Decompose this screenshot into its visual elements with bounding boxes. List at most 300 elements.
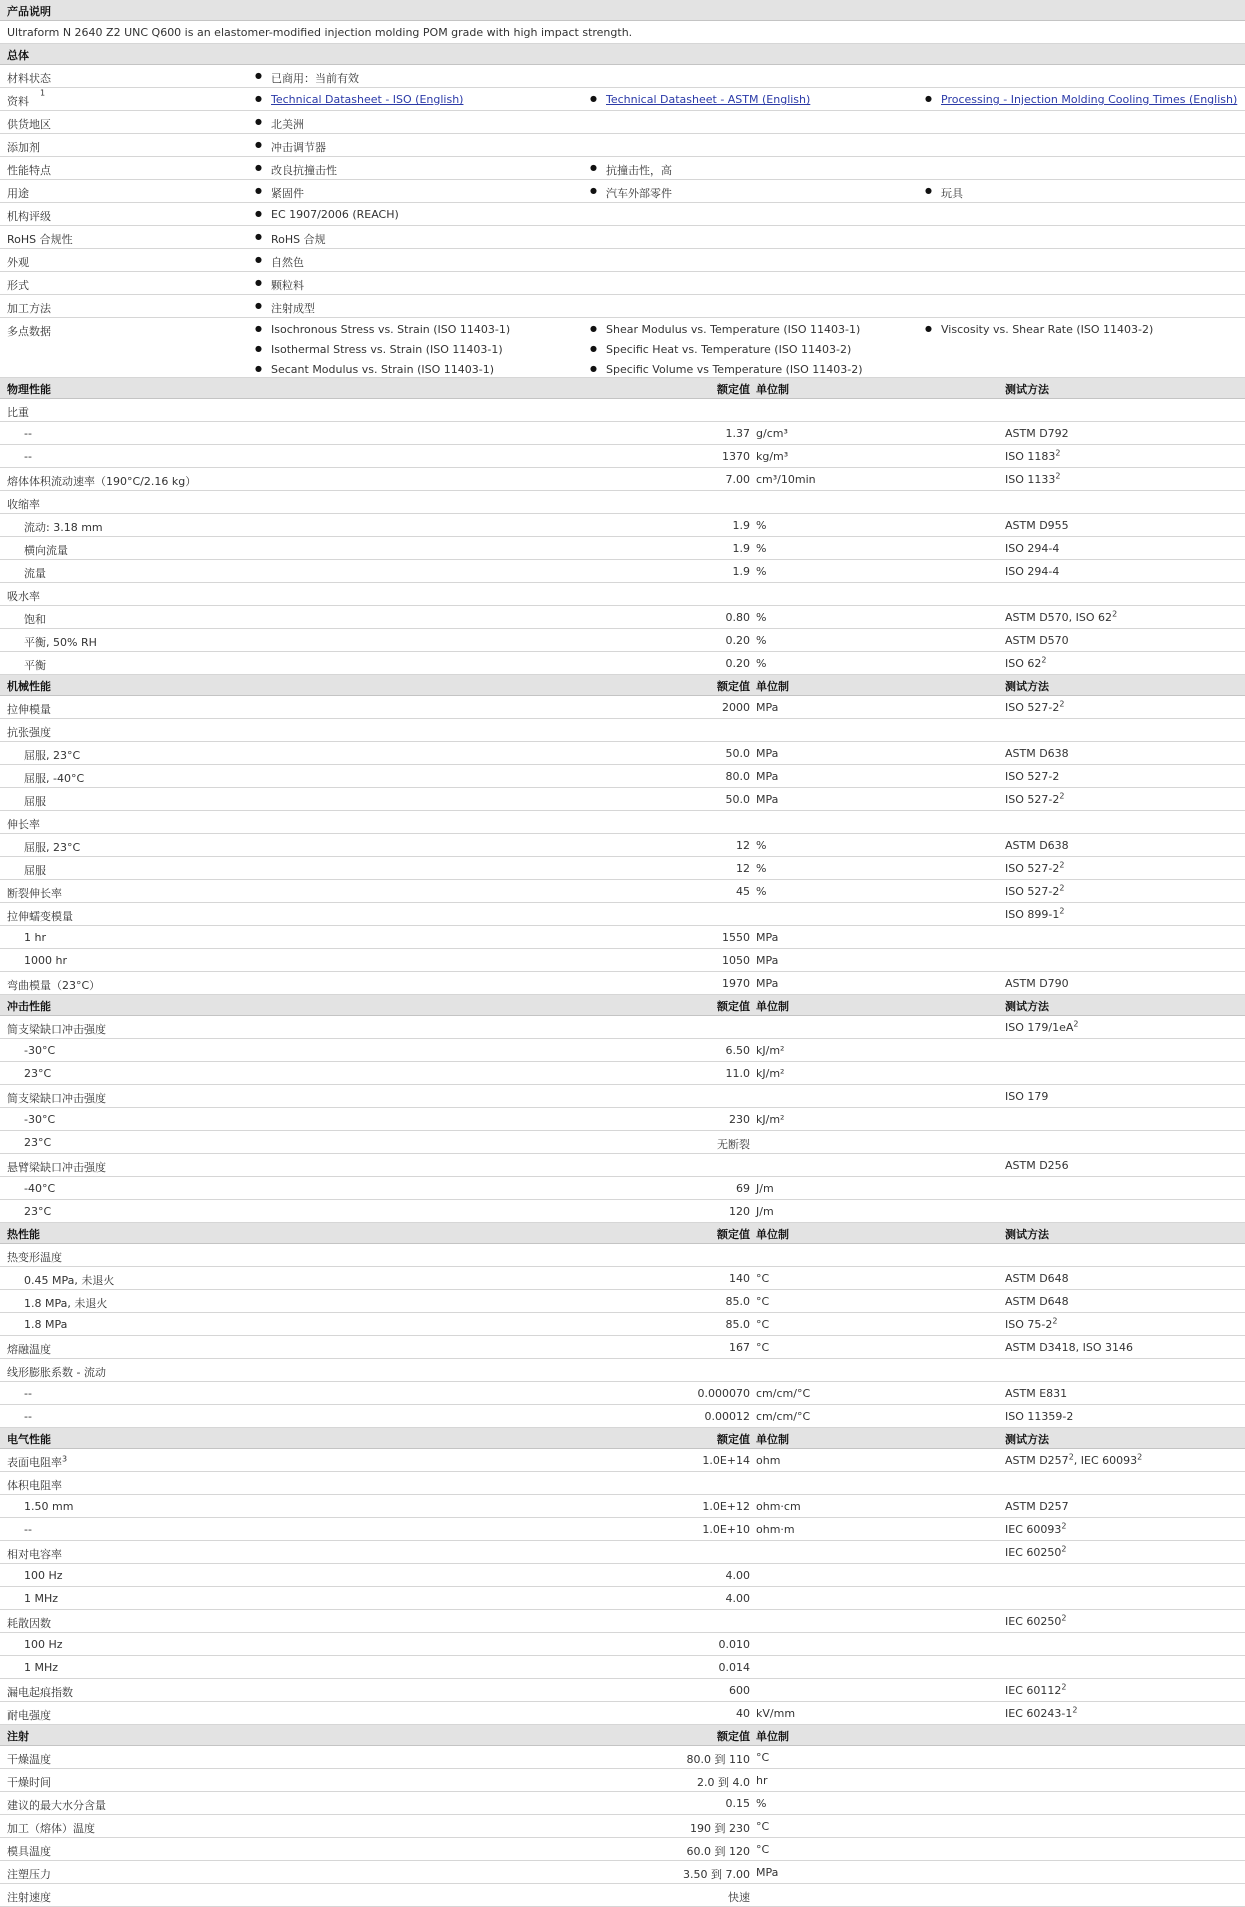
property-label: 屈服 bbox=[24, 864, 46, 877]
nominal-value: 1970 bbox=[722, 977, 750, 990]
nominal-value: 120 bbox=[729, 1205, 750, 1218]
nominal-value: 快速 bbox=[728, 1891, 750, 1904]
property-label: -30°C bbox=[24, 1113, 56, 1126]
nominal-value: 1.9 bbox=[732, 519, 750, 532]
nominal-value: 85.0 bbox=[725, 1318, 750, 1331]
bullet-icon: ● bbox=[255, 232, 262, 241]
property-label: 流动: 3.18 mm bbox=[24, 521, 103, 534]
section-physical bbox=[0, 378, 1245, 399]
property-condition: （23°C） bbox=[51, 979, 101, 992]
test-method: ISO 1133$^2$ bbox=[1005, 471, 1061, 486]
table-row bbox=[0, 765, 1245, 788]
table-row bbox=[0, 1405, 1245, 1428]
property-label: 1000 hr bbox=[24, 954, 67, 967]
table-row bbox=[0, 1656, 1245, 1679]
multipoint-row bbox=[0, 318, 1245, 378]
section-title: 机械性能 bbox=[7, 680, 51, 693]
column-header-unit: 单位制 bbox=[756, 1000, 789, 1013]
property-label: 1 MHz bbox=[24, 1661, 59, 1674]
table-row bbox=[0, 1154, 1245, 1177]
table-row bbox=[0, 1449, 1245, 1472]
test-method: IEC 60112$^2$ bbox=[1005, 1682, 1067, 1697]
column-header-unit: 单位制 bbox=[756, 383, 789, 396]
property-label: -- bbox=[24, 1387, 32, 1400]
nominal-value: 1.37 bbox=[725, 427, 750, 440]
property-label: -40°C bbox=[24, 1182, 56, 1195]
nominal-value: 6.50 bbox=[725, 1044, 750, 1057]
property-label: 表面电阻率$^3$ bbox=[7, 1454, 68, 1469]
property-label: 23°C bbox=[24, 1136, 52, 1149]
uses-row bbox=[0, 180, 1245, 203]
table-row bbox=[0, 1382, 1245, 1405]
property-label: 伸长率 bbox=[7, 818, 40, 831]
section-product bbox=[0, 0, 1245, 21]
table-row bbox=[0, 1177, 1245, 1200]
footnote-marker: 2 bbox=[1059, 906, 1065, 916]
property-condition: （190°C/2.16 kg） bbox=[95, 475, 197, 488]
nominal-value: 11.0 bbox=[725, 1067, 750, 1080]
unit: °C bbox=[756, 1820, 770, 1833]
footnote-marker: 2 bbox=[1059, 860, 1065, 870]
table-row bbox=[0, 1313, 1245, 1336]
table-row bbox=[0, 949, 1245, 972]
feature-item: 抗撞击性，高 bbox=[606, 164, 672, 177]
use-item: 紧固件 bbox=[271, 187, 304, 200]
property-label: 体积电阻率 bbox=[7, 1479, 62, 1492]
property-label: 悬臂梁缺口冲击强度 bbox=[7, 1161, 106, 1174]
unit: % bbox=[756, 885, 767, 898]
property-label: 屈服, -40°C bbox=[24, 772, 85, 785]
property-label: 横向流量 bbox=[24, 544, 68, 557]
bullet-icon: ● bbox=[590, 94, 597, 103]
property-label: 建议的最大水分含量 bbox=[7, 1799, 106, 1812]
nominal-value: 无断裂 bbox=[717, 1138, 750, 1151]
property-label: 拉伸模量 bbox=[7, 703, 51, 716]
test-method: ASTM D3418, ISO 3146 bbox=[1005, 1341, 1134, 1354]
multipoint-item: Secant Modulus vs. Strain (ISO 11403-1) bbox=[271, 363, 494, 376]
bullet-icon: ● bbox=[255, 301, 262, 310]
availability bbox=[0, 111, 1245, 134]
form-label: 形式 bbox=[7, 279, 29, 292]
table-row bbox=[0, 742, 1245, 765]
test-method: ISO $527-2^2$ bbox=[1005, 791, 1065, 806]
test-method: ISO 1183$^2$ bbox=[1005, 448, 1061, 463]
availability-label: 供货地区 bbox=[7, 118, 51, 131]
unit: cm/cm/°C bbox=[756, 1410, 811, 1423]
nominal-value: 12 bbox=[736, 839, 750, 852]
column-header-method: 测试方法 bbox=[1005, 1433, 1049, 1446]
product-description: Ultraform N 2640 Z2 UNC Q600 is an elastomer-modified injection molding POM grade with high impact strength. bbox=[7, 26, 633, 39]
table-row bbox=[0, 1131, 1245, 1154]
table-row bbox=[0, 652, 1245, 675]
table-row bbox=[0, 1472, 1245, 1495]
uses-label: 用途 bbox=[7, 187, 29, 200]
test-method: ASTM $D257^2$, IEC 60093$^2$ bbox=[1005, 1452, 1143, 1467]
table-row bbox=[0, 834, 1245, 857]
nominal-value: 60.0 到 120 bbox=[686, 1845, 750, 1858]
bullet-icon: ● bbox=[590, 324, 597, 333]
property-label: 耐电强度 bbox=[7, 1709, 51, 1722]
property-label: 弯曲模量（23°C） bbox=[7, 979, 101, 992]
appearance-value: 自然色 bbox=[271, 256, 304, 269]
unit: % bbox=[756, 839, 767, 852]
section-impact bbox=[0, 995, 1245, 1016]
table-row bbox=[0, 1518, 1245, 1541]
bullet-icon: ● bbox=[590, 364, 597, 373]
test-method: ISO 11359-2 bbox=[1005, 1410, 1074, 1423]
unit: °C bbox=[756, 1295, 770, 1308]
test-method: ASTM D648 bbox=[1005, 1295, 1069, 1308]
footnote-marker: 2 bbox=[1072, 1705, 1078, 1715]
column-header-nominal: 额定值 bbox=[717, 1433, 750, 1446]
product-description-row bbox=[0, 21, 1245, 44]
multipoint-item: Isochronous Stress vs. Strain (ISO 11403-1) bbox=[271, 323, 511, 336]
table-row bbox=[0, 1838, 1245, 1861]
section-title: 热性能 bbox=[7, 1228, 40, 1241]
processing-method-value: 注射成型 bbox=[271, 302, 315, 315]
bullet-icon: ● bbox=[255, 278, 262, 287]
nominal-value: 50.0 bbox=[725, 747, 750, 760]
nominal-value: 0.20 bbox=[725, 634, 750, 647]
material-status bbox=[0, 65, 1245, 88]
test-method: ISO 294-4 bbox=[1005, 565, 1060, 578]
unit: hr bbox=[756, 1774, 768, 1787]
footnote-marker: 2 bbox=[1061, 1613, 1067, 1623]
bullet-icon: ● bbox=[590, 163, 597, 172]
table-row bbox=[0, 1815, 1245, 1838]
unit: % bbox=[756, 657, 767, 670]
footnote-marker: 2 bbox=[1055, 471, 1061, 481]
unit: °C bbox=[756, 1318, 770, 1331]
nominal-value: 140 bbox=[729, 1272, 750, 1285]
property-label: 加工（熔体）温度 bbox=[7, 1822, 95, 1835]
footnote-marker: 2 bbox=[1059, 883, 1065, 893]
agency-rating bbox=[0, 203, 1245, 226]
property-label: 模具温度 bbox=[7, 1845, 51, 1858]
test-method: ISO 294-4 bbox=[1005, 542, 1060, 555]
nominal-value: 4.00 bbox=[725, 1592, 750, 1605]
property-label: 1.50 mm bbox=[24, 1500, 74, 1513]
section-title: 产品说明 bbox=[7, 5, 51, 18]
footnote-marker: 2 bbox=[1055, 448, 1061, 458]
column-header-unit: 单位制 bbox=[756, 1433, 789, 1446]
unit: MPa bbox=[756, 701, 779, 714]
test-method: ASTM D256 bbox=[1005, 1159, 1069, 1172]
table-row bbox=[0, 903, 1245, 926]
test-method: ISO $899-1^2$ bbox=[1005, 906, 1065, 921]
nominal-value: 0.00012 bbox=[704, 1410, 750, 1423]
table-row bbox=[0, 1200, 1245, 1223]
bullet-icon: ● bbox=[925, 186, 932, 195]
rohs-compliance bbox=[0, 226, 1245, 249]
bullet-icon: ● bbox=[255, 94, 262, 103]
appearance-label: 外观 bbox=[7, 256, 29, 269]
datasheet-link-2[interactable]: Technical Datasheet - ASTM (English) bbox=[606, 93, 811, 106]
test-method: ASTM D257 bbox=[1005, 1500, 1069, 1513]
table-row bbox=[0, 857, 1245, 880]
unit: ohm bbox=[756, 1454, 781, 1467]
footnote-marker: 2 bbox=[1061, 1544, 1067, 1554]
nominal-value: 0.000070 bbox=[697, 1387, 750, 1400]
property-label: 100 Hz bbox=[24, 1569, 63, 1582]
multipoint-item: Specific Heat vs. Temperature (ISO 11403-2) bbox=[606, 343, 852, 356]
property-label: -- bbox=[24, 1410, 32, 1423]
unit: MPa bbox=[756, 954, 779, 967]
test-method: IEC $60243-1^2$ bbox=[1005, 1705, 1078, 1720]
nominal-value: 85.0 bbox=[725, 1295, 750, 1308]
bullet-icon: ● bbox=[255, 255, 262, 264]
property-label: 23°C bbox=[24, 1205, 52, 1218]
additive-label: 添加剂 bbox=[7, 141, 40, 154]
table-row bbox=[0, 1495, 1245, 1518]
property-label: -- bbox=[24, 427, 32, 440]
test-method: ASTM D792 bbox=[1005, 427, 1069, 440]
table-row bbox=[0, 926, 1245, 949]
section-mechanical bbox=[0, 675, 1245, 696]
form-value: 颗粒料 bbox=[271, 279, 304, 292]
column-header-unit: 单位制 bbox=[756, 1228, 789, 1241]
property-label: 干燥时间 bbox=[7, 1776, 51, 1789]
footnote-marker: 2 bbox=[1041, 655, 1047, 665]
unit: kJ/m² bbox=[756, 1067, 785, 1080]
table-row bbox=[0, 422, 1245, 445]
property-label: 比重 bbox=[7, 406, 29, 419]
section-electrical bbox=[0, 1428, 1245, 1449]
use-item: 玩具 bbox=[941, 187, 963, 200]
bullet-icon: ● bbox=[255, 71, 262, 80]
property-label: 1.8 MPa bbox=[24, 1318, 68, 1331]
nominal-value: 7.00 bbox=[725, 473, 750, 486]
test-method: ASTM D638 bbox=[1005, 839, 1069, 852]
table-row bbox=[0, 1039, 1245, 1062]
column-header-nominal: 额定值 bbox=[717, 383, 750, 396]
unit: J/m bbox=[756, 1205, 774, 1218]
agency-rating-value: EC 1907/2006 (REACH) bbox=[271, 208, 399, 221]
nominal-value: 1.0E+12 bbox=[702, 1500, 750, 1513]
property-label: 注射速度 bbox=[7, 1891, 51, 1904]
features-row bbox=[0, 157, 1245, 180]
property-label: 23°C bbox=[24, 1067, 52, 1080]
datasheet-link-3[interactable]: Processing - Injection Molding Cooling Times (English) bbox=[941, 93, 1238, 106]
unit: g/cm³ bbox=[756, 427, 788, 440]
property-label: 漏电起痕指数 bbox=[7, 1686, 73, 1699]
nominal-value: 1.0E+14 bbox=[702, 1454, 750, 1467]
property-label: 1.8 MPa, 未退火 bbox=[24, 1297, 108, 1310]
test-method: ASTM D638 bbox=[1005, 747, 1069, 760]
unit: cm³/10min bbox=[756, 473, 816, 486]
unit: % bbox=[756, 542, 767, 555]
table-row bbox=[0, 1108, 1245, 1131]
unit: % bbox=[756, 634, 767, 647]
table-row bbox=[0, 972, 1245, 995]
appearance bbox=[0, 249, 1245, 272]
unit: kJ/m² bbox=[756, 1044, 785, 1057]
feature-item: 改良抗撞击性 bbox=[271, 164, 337, 177]
property-label: 断裂伸长率 bbox=[7, 887, 62, 900]
unit: MPa bbox=[756, 793, 779, 806]
column-header-method: 测试方法 bbox=[1005, 680, 1049, 693]
test-method: IEC 60250$^2$ bbox=[1005, 1613, 1067, 1628]
property-label: 100 Hz bbox=[24, 1638, 63, 1651]
availability-value: 北美洲 bbox=[271, 118, 304, 131]
nominal-value: 1.0E+10 bbox=[702, 1523, 750, 1536]
section-title: 冲击性能 bbox=[7, 1000, 51, 1013]
nominal-value: 0.15 bbox=[725, 1797, 750, 1810]
column-header-unit: 单位制 bbox=[756, 680, 789, 693]
footnote-marker: 3 bbox=[62, 1454, 68, 1464]
property-label: 抗张强度 bbox=[7, 726, 51, 739]
unit: J/m bbox=[756, 1182, 774, 1195]
bullet-icon: ● bbox=[255, 163, 262, 172]
features-label: 性能特点 bbox=[7, 164, 51, 177]
table-row bbox=[0, 1633, 1245, 1656]
unit: °C bbox=[756, 1843, 770, 1856]
bullet-icon: ● bbox=[255, 209, 262, 218]
test-method: ISO $527-2^2$ bbox=[1005, 699, 1065, 714]
agency-rating-label: 机构评级 bbox=[7, 210, 51, 223]
table-row bbox=[0, 696, 1245, 719]
table-row bbox=[0, 1769, 1245, 1792]
unit: °C bbox=[756, 1272, 770, 1285]
unit: cm/cm/°C bbox=[756, 1387, 811, 1400]
table-row bbox=[0, 1085, 1245, 1108]
rohs-compliance-value: RoHS 合规 bbox=[271, 233, 326, 246]
test-method-secondary: , IEC 60093 bbox=[1073, 1454, 1138, 1467]
property-label: 注塑压力 bbox=[7, 1868, 51, 1881]
nominal-value: 1550 bbox=[722, 931, 750, 944]
unit: MPa bbox=[756, 1866, 779, 1879]
column-header-method: 测试方法 bbox=[1005, 1228, 1049, 1241]
test-method: ASTM D570 bbox=[1005, 634, 1069, 647]
nominal-value: 0.20 bbox=[725, 657, 750, 670]
nominal-value: 190 到 230 bbox=[690, 1822, 750, 1835]
literature-label: 资料 bbox=[7, 95, 29, 108]
property-label: 1 MHz bbox=[24, 1592, 59, 1605]
table-row bbox=[0, 1290, 1245, 1313]
nominal-value: 4.00 bbox=[725, 1569, 750, 1582]
unit: MPa bbox=[756, 747, 779, 760]
property-label: 饱和 bbox=[24, 613, 46, 626]
property-label: 熔体体积流动速率（190°C/2.16 kg） bbox=[7, 475, 197, 488]
property-label: 简支梁缺口冲击强度 bbox=[7, 1023, 106, 1036]
property-label: 屈服, 23°C bbox=[24, 749, 81, 762]
bullet-icon: ● bbox=[590, 186, 597, 195]
table-row bbox=[0, 1267, 1245, 1290]
table-row bbox=[0, 537, 1245, 560]
column-header-nominal: 额定值 bbox=[717, 1000, 750, 1013]
table-row bbox=[0, 606, 1245, 629]
nominal-value: 1050 bbox=[722, 954, 750, 967]
column-header-unit: 单位制 bbox=[756, 1730, 789, 1743]
table-row bbox=[0, 583, 1245, 606]
footnote-marker: 2 bbox=[1061, 1521, 1067, 1531]
nominal-value: 45 bbox=[736, 885, 750, 898]
nominal-value: 600 bbox=[729, 1684, 750, 1697]
table-row bbox=[0, 1792, 1245, 1815]
property-label: 流量 bbox=[24, 567, 46, 580]
column-header-nominal: 额定值 bbox=[717, 1228, 750, 1241]
use-item: 汽车外部零件 bbox=[606, 187, 672, 200]
multipoint-item: Isothermal Stress vs. Strain (ISO 11403-1) bbox=[271, 343, 503, 356]
material-status-value: 已商用：当前有效 bbox=[271, 72, 359, 85]
unit: kg/m³ bbox=[756, 450, 789, 463]
column-header-nominal: 额定值 bbox=[717, 680, 750, 693]
table-row bbox=[0, 1884, 1245, 1907]
test-method: ASTM D648 bbox=[1005, 1272, 1069, 1285]
table-row bbox=[0, 491, 1245, 514]
section-general bbox=[0, 44, 1245, 65]
additive bbox=[0, 134, 1245, 157]
nominal-value: 167 bbox=[729, 1341, 750, 1354]
table-row bbox=[0, 811, 1245, 834]
footnote-marker: 2 bbox=[1059, 791, 1065, 801]
property-label: 熔融温度 bbox=[7, 1343, 51, 1356]
property-label: 线形膨胀系数 - 流动 bbox=[7, 1366, 106, 1379]
test-method: ISO $62^2$ bbox=[1005, 655, 1047, 670]
unit: % bbox=[756, 611, 767, 624]
test-method: ASTM D790 bbox=[1005, 977, 1069, 990]
table-row bbox=[0, 719, 1245, 742]
property-label: 热变形温度 bbox=[7, 1251, 62, 1264]
table-row bbox=[0, 1861, 1245, 1884]
bullet-icon: ● bbox=[590, 344, 597, 353]
property-label: 相对电容率 bbox=[7, 1548, 62, 1561]
nominal-value: 12 bbox=[736, 862, 750, 875]
unit: °C bbox=[756, 1341, 770, 1354]
footnote-marker: 1 bbox=[40, 88, 46, 98]
nominal-value: 1.9 bbox=[732, 542, 750, 555]
datasheet-link-1[interactable]: Technical Datasheet - ISO (English) bbox=[271, 93, 464, 106]
column-header-method: 测试方法 bbox=[1005, 383, 1049, 396]
table-row bbox=[0, 445, 1245, 468]
section-injection bbox=[0, 1725, 1245, 1746]
table-row bbox=[0, 1541, 1245, 1564]
multipoint-label: 多点数据 bbox=[7, 325, 51, 338]
unit: MPa bbox=[756, 770, 779, 783]
bullet-icon: ● bbox=[255, 364, 262, 373]
footnote-marker: 2 bbox=[1059, 699, 1065, 709]
property-label: 0.45 MPa, 未退火 bbox=[24, 1274, 115, 1287]
footnote-marker: 2 bbox=[1137, 1452, 1143, 1462]
table-row bbox=[0, 1016, 1245, 1039]
table-row bbox=[0, 1746, 1245, 1769]
table-row bbox=[0, 1610, 1245, 1633]
footnote-marker: 2 bbox=[1068, 1452, 1074, 1462]
property-label: 简支梁缺口冲击强度 bbox=[7, 1092, 106, 1105]
unit: % bbox=[756, 862, 767, 875]
unit: MPa bbox=[756, 931, 779, 944]
literature-sup bbox=[40, 90, 45, 103]
table-row bbox=[0, 880, 1245, 903]
processing-method bbox=[0, 295, 1245, 318]
section-title: 注射 bbox=[7, 1730, 29, 1743]
property-label: 干燥温度 bbox=[7, 1753, 51, 1766]
unit: % bbox=[756, 519, 767, 532]
section-title: 总体 bbox=[7, 49, 29, 62]
multipoint-item: Specific Volume vs Temperature (ISO 11403-2) bbox=[606, 363, 863, 376]
nominal-value: 40 bbox=[736, 1707, 750, 1720]
unit: °C bbox=[756, 1751, 770, 1764]
nominal-value: 0.010 bbox=[718, 1638, 750, 1651]
property-label: -- bbox=[24, 1523, 32, 1536]
property-label: 耗散因数 bbox=[7, 1617, 51, 1630]
nominal-value: 80.0 到 110 bbox=[686, 1753, 750, 1766]
property-label: 屈服, 23°C bbox=[24, 841, 81, 854]
test-method: IEC 60250$^2$ bbox=[1005, 1544, 1067, 1559]
table-row bbox=[0, 399, 1245, 422]
nominal-value: 0.014 bbox=[718, 1661, 750, 1674]
test-method: ASTM D570, ISO $62^2$ bbox=[1005, 609, 1118, 624]
